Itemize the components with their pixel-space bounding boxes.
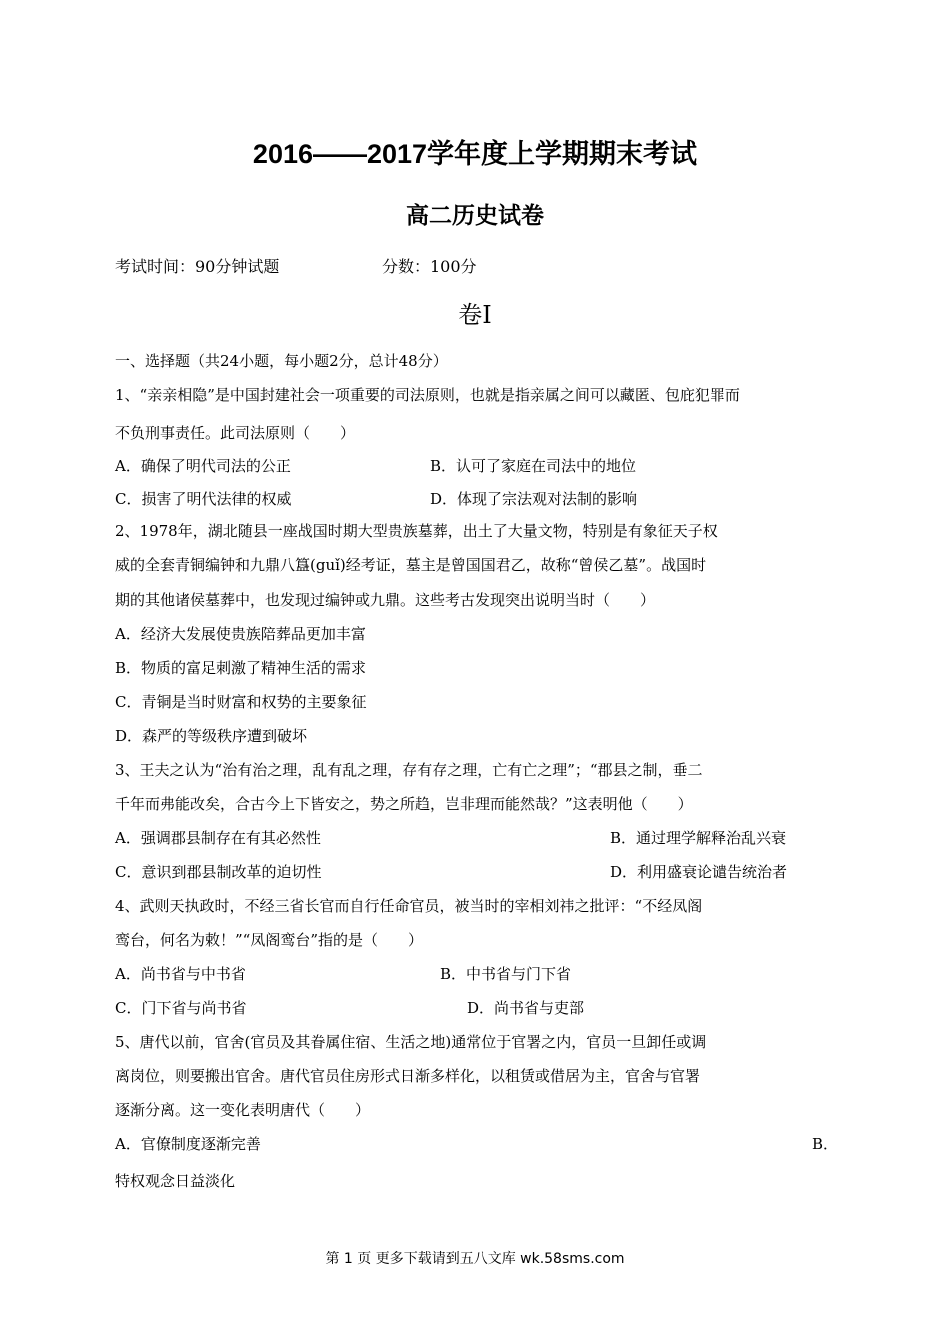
question-3-option-a: A．强调郡县制存在有其必然性 [115,829,321,847]
question-4-option-c: C．门下省与尚书省 [115,999,247,1017]
question-4-option-d: D．尚书省与吏部 [467,999,585,1017]
question-4-stem-line-2: 鸾台，何名为敕！”“凤阁鸾台”指的是（ ） [115,931,424,949]
question-2-option-c: C．青铜是当时财富和权势的主要象征 [115,693,367,711]
question-5-stem-line-1: 5、唐代以前，官舍(官员及其眷属住宿、生活之地)通常位于官署之内，官员一旦卸任或调 [115,1033,707,1051]
question-3-stem-line-2: 千年而弗能改矣，合古今上下皆安之，势之所趋，岂非理而能然哉？”这表明他（ ） [115,795,693,813]
question-3-option-b: B．通过理学解释治乱兴衰 [610,829,787,847]
page-footer: 第 1 页 更多下载请到五八文库 wk.58sms.com [325,1251,625,1267]
question-3-stem-line-1: 3、王夫之认为“治有治之理，乱有乱之理，存有存之理，亡有亡之理”；“郡县之制，垂二 [115,761,703,779]
question-1-option-d: D．体现了宗法观对法制的影响 [430,490,638,508]
exam-subtitle: 高二历史试卷 [406,202,544,228]
question-4-option-b: B．中书省与门下省 [440,965,572,983]
question-5-option-a: A．官僚制度逐渐完善 [115,1135,261,1153]
section-heading: 一、选择题（共24小题，每小题2分，总计48分） [115,352,448,370]
question-2-stem-line-1: 2、1978年，湖北随县一座战国时期大型贵族墓葬，出土了大量文物，特别是有象征天子权 [115,522,718,540]
question-2-option-d: D．森严的等级秩序遭到破坏 [115,727,308,745]
question-4-stem-line-1: 4、武则天执政时，不经三省长官而自行任命官员，被当时的宰相刘祎之批评：“不经凤阁 [115,897,703,915]
question-1-stem-line-1: 1、“亲亲相隐”是中国封建社会一项重要的司法原则，也就是指亲属之间可以藏匿、包庇犯罪而 [115,386,740,404]
exam-time: 考试时间：90分钟试题 [115,257,280,276]
question-2-option-a: A．经济大发展使贵族陪葬品更加丰富 [115,625,366,643]
question-3-option-c: C．意识到郡县制改革的迫切性 [115,863,322,881]
exam-title: 2016——2017学年度上学期期末考试 [252,139,698,169]
question-2-option-b: B．物质的富足刺激了精神生活的需求 [115,659,367,677]
question-1-option-c: C．损害了明代法律的权威 [115,490,292,508]
question-2-stem-line-2: 威的全套青铜编钟和九鼎八簋(guǐ)经考证，墓主是曾国国君乙，故称“曾侯乙墓”。战国时 [115,556,707,574]
question-5-stem-line-3: 逐渐分离。这一变化表明唐代（ ） [115,1101,371,1119]
volume-heading: 卷Ⅰ [458,301,492,329]
question-1-option-b: B．认可了家庭在司法中的地位 [430,457,637,475]
question-2-stem-line-3: 期的其他诸侯墓葬中，也发现过编钟或九鼎。这些考古发现突出说明当时（ ） [115,591,656,609]
question-1-option-a: A．确保了明代司法的公正 [115,457,291,475]
question-1-stem-line-2: 不负刑事责任。此司法原则（ ） [115,424,356,442]
question-5-option-b-letter: B． [812,1135,839,1153]
question-5-option-b-text: 特权观念日益淡化 [115,1172,236,1190]
question-3-option-d: D．利用盛衰论谴告统治者 [610,863,788,881]
exam-score: 分数：100分 [382,257,477,276]
question-4-option-a: A．尚书省与中书省 [115,965,246,983]
question-5-stem-line-2: 离岗位，则要搬出官舍。唐代官员住房形式日渐多样化，以租赁或借居为主，官舍与官署 [115,1067,701,1085]
